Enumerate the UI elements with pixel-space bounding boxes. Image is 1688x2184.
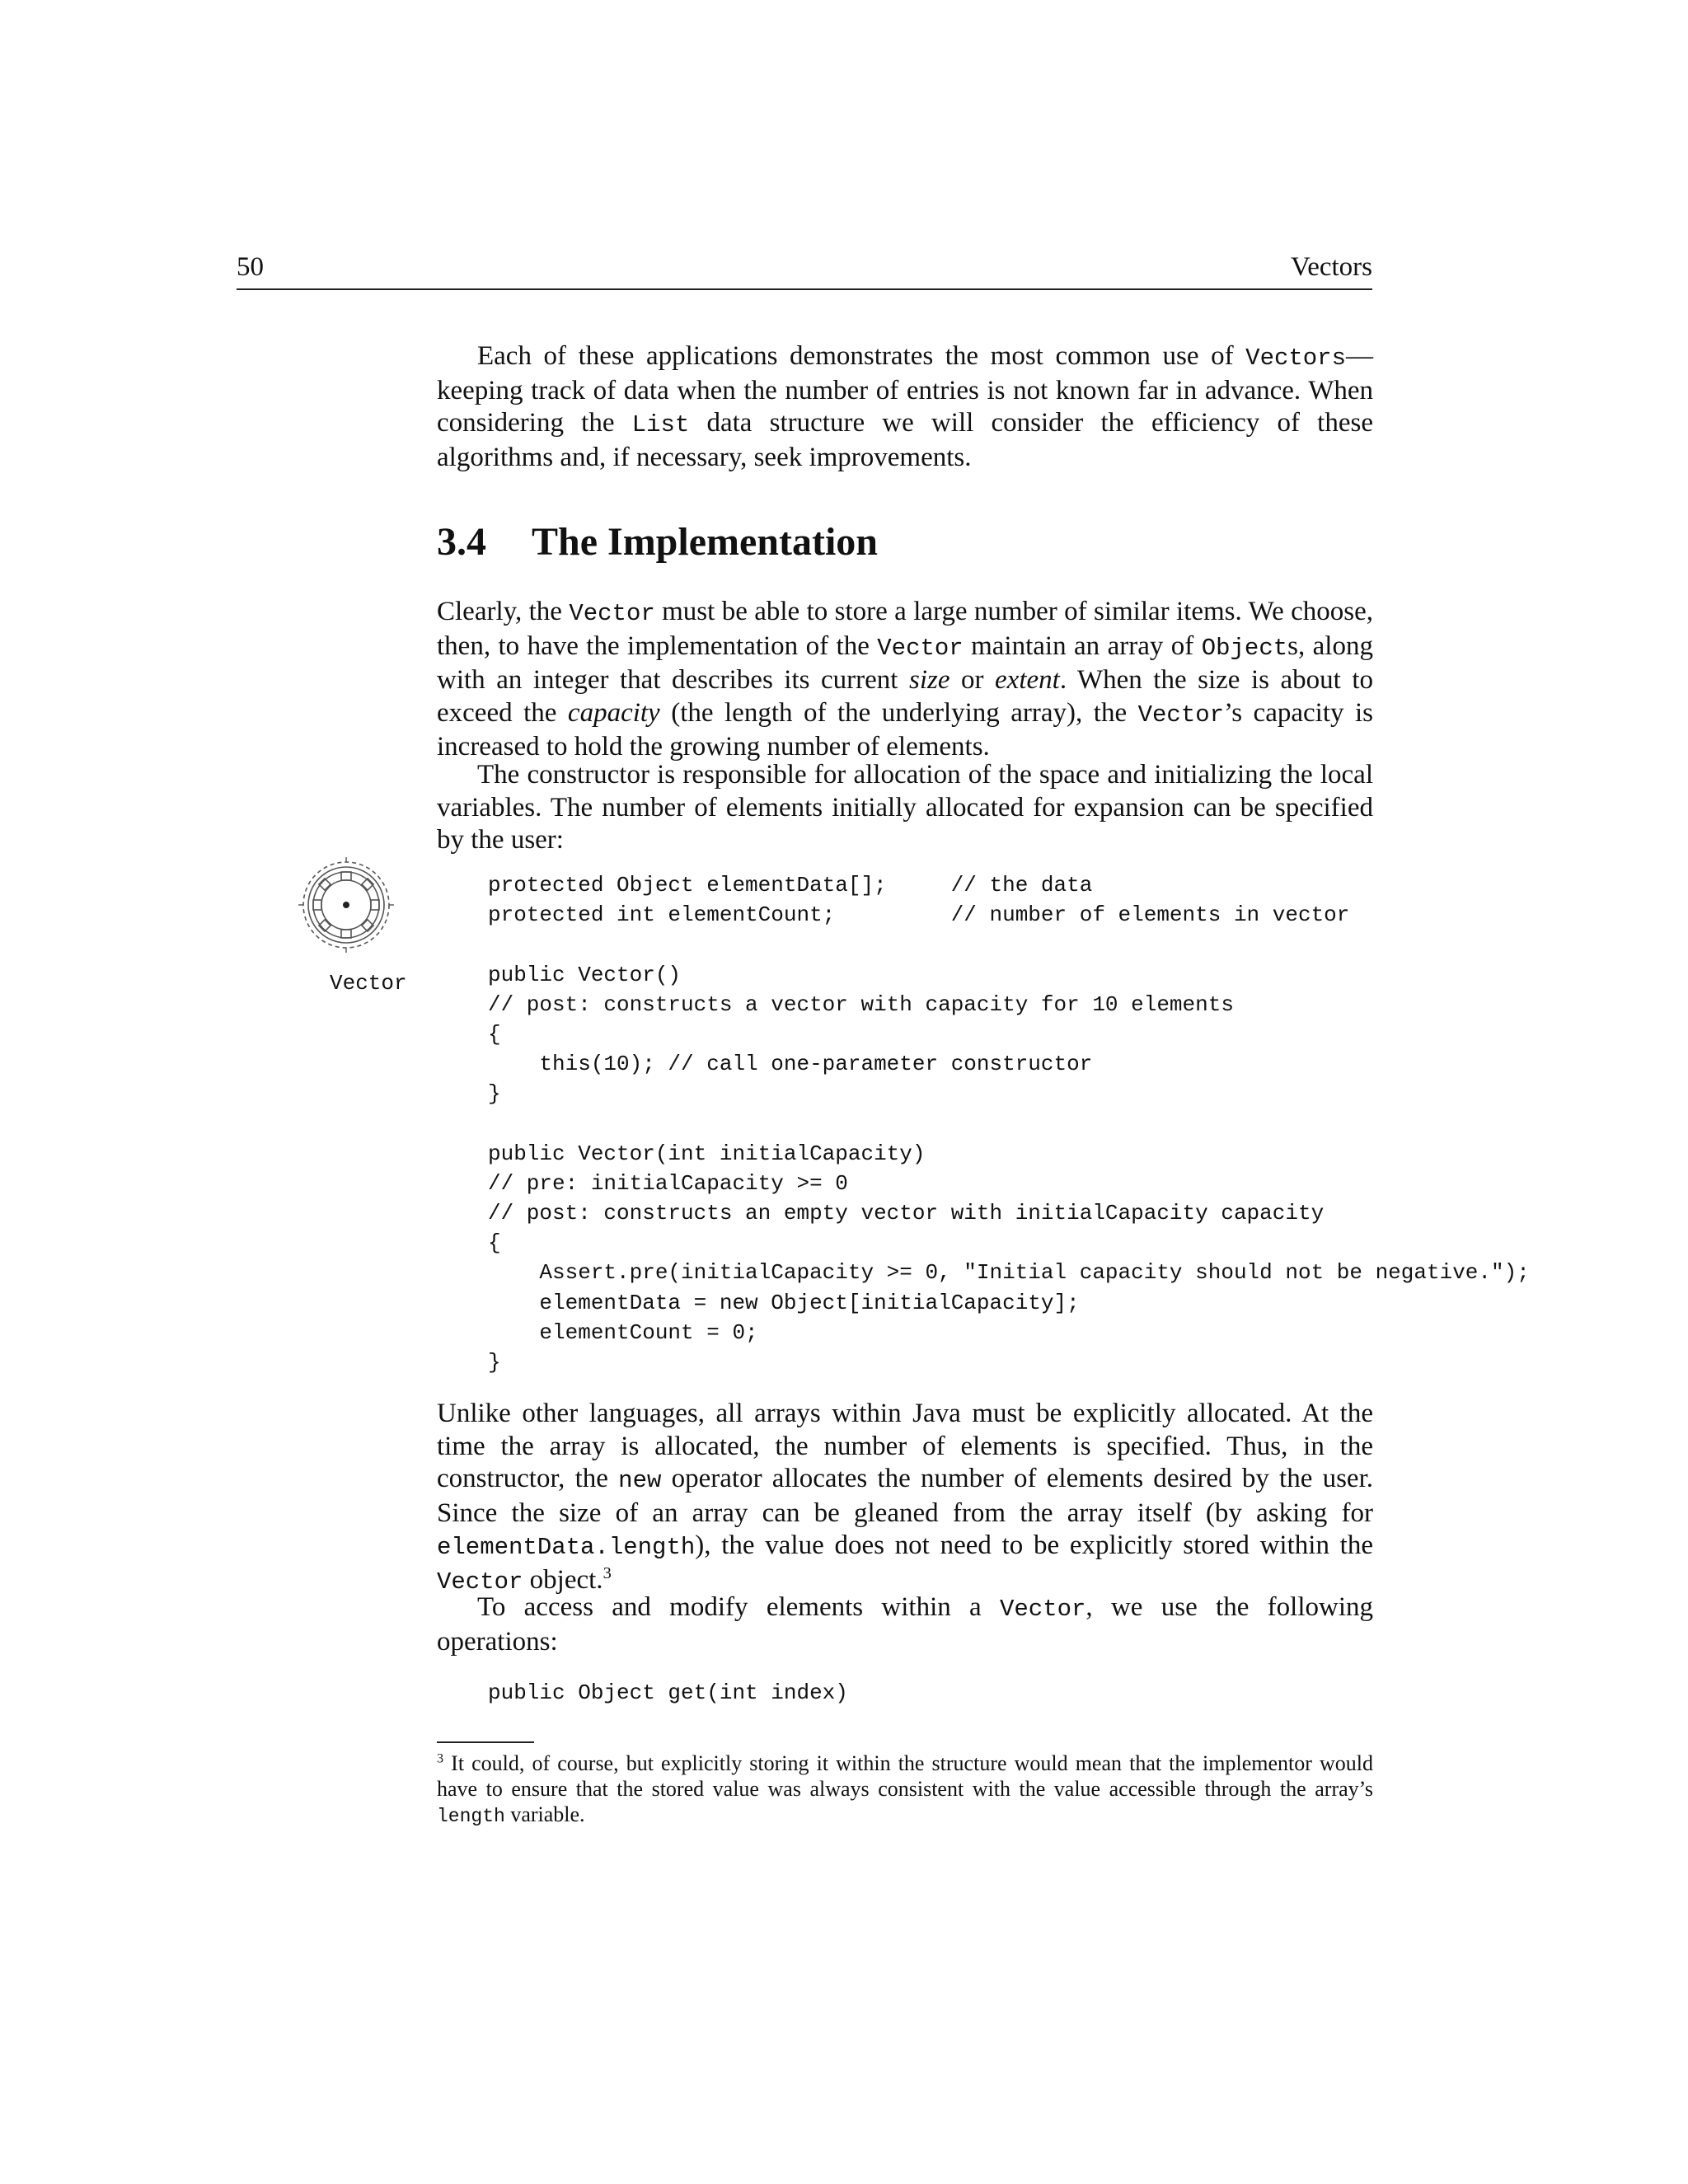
code-line: public Vector() bbox=[488, 962, 682, 987]
code-term: List bbox=[631, 411, 690, 438]
text-run: (the length of the underlying array), the bbox=[659, 697, 1138, 728]
page-number: 50 bbox=[237, 252, 264, 282]
text-run: data structure we will consider the efficiency of these algorithms and, if necessary, seek improvements. bbox=[437, 408, 1373, 472]
code-line: public Vector(int initialCapacity) bbox=[488, 1141, 926, 1166]
code-term: Vectors bbox=[1245, 344, 1346, 372]
text-run: object. bbox=[523, 1564, 603, 1595]
text-run: variable. bbox=[504, 1802, 585, 1826]
section-title: The Implementation bbox=[532, 520, 878, 564]
text-run: Unlike other languages, all arrays within Java must be explicitly allocated. At the time the array is allocated, the number of elements is specified. Thus, in the constructor, the bbox=[437, 1399, 1373, 1493]
code-line: } bbox=[488, 1081, 501, 1107]
code-line: elementData = new Object[initialCapacity]; bbox=[488, 1290, 1080, 1315]
footnote-marker: 3 bbox=[437, 1751, 444, 1766]
emphasis: capacity bbox=[567, 697, 660, 728]
text-run: must be able to store a large number of similar items. We choose, then, to have the implementation of the bbox=[437, 597, 1373, 661]
code-line: elementCount = 0; bbox=[488, 1319, 758, 1345]
text-run: maintain an array of bbox=[963, 630, 1202, 661]
text-run: Clearly, the bbox=[437, 597, 570, 626]
footnote-reference[interactable]: 3 bbox=[603, 1563, 612, 1582]
code-term: Vector bbox=[569, 600, 655, 627]
text-run: s, along with an integer that describes its current bbox=[437, 630, 1373, 695]
chapter-title: Vectors bbox=[1291, 252, 1372, 282]
code-term: Object bbox=[1201, 634, 1288, 662]
code-line: protected int elementCount; // number of elements in vector bbox=[488, 902, 1350, 928]
section-number: 3.4 bbox=[437, 520, 486, 564]
code-line bbox=[488, 930, 1530, 959]
code-line: // post: constructs an empty vector with initialCapacity capacity bbox=[488, 1201, 1325, 1226]
code-line: // pre: initialCapacity >= 0 bbox=[488, 1170, 848, 1196]
operations-paragraph bbox=[437, 1591, 1373, 1658]
code-line: // post: constructs a vector with capacity for 10 elements bbox=[488, 991, 1234, 1017]
text-run: ’s capacity is increased to hold the growing number of elements. bbox=[437, 697, 1373, 762]
code-term: Vector bbox=[437, 1568, 523, 1596]
footnote bbox=[437, 1750, 1373, 1830]
text-run: or bbox=[950, 665, 996, 695]
text-run: . When the size is about to exceed the bbox=[437, 665, 1374, 728]
text-run: —keeping track of data when the number of entries is not known far in advance. When considering the bbox=[437, 341, 1373, 438]
code-block-constructors bbox=[488, 870, 1530, 1377]
section-heading bbox=[437, 519, 878, 565]
margin-label: Vector bbox=[330, 971, 407, 996]
implementation-paragraph bbox=[437, 596, 1373, 764]
code-term: Vector bbox=[1000, 1596, 1086, 1623]
text-run: Each of these applications demonstrates the most common use of bbox=[477, 341, 1246, 371]
footnote-rule bbox=[437, 1741, 534, 1743]
gear-wheel-icon bbox=[297, 855, 396, 954]
text-run: ), the value does not need to be explicitly stored within the bbox=[695, 1530, 1373, 1560]
text-run: To access and modify elements within a bbox=[477, 1592, 1000, 1622]
constructor-paragraph: The constructor is responsible for allocation of the space and initializing the local variables. The number of elements initially allocated for expansion can be specified by the user: bbox=[437, 760, 1373, 855]
code-line: Assert.pre(initialCapacity >= 0, "Initial capacity should not be negative."); bbox=[488, 1260, 1530, 1286]
text-run: , we use the following operations: bbox=[437, 1592, 1373, 1657]
code-term: Vector bbox=[877, 634, 964, 662]
allocation-paragraph bbox=[437, 1398, 1373, 1598]
code-block-get bbox=[488, 1678, 848, 1708]
code-term: Vector bbox=[1137, 701, 1225, 729]
emphasis: size bbox=[908, 665, 950, 695]
code-line: { bbox=[488, 1021, 501, 1047]
code-term: new bbox=[618, 1467, 662, 1494]
code-line bbox=[488, 1109, 1530, 1139]
code-line: this(10); // call one-parameter constructor bbox=[488, 1052, 1093, 1077]
intro-paragraph bbox=[437, 340, 1373, 474]
code-line: { bbox=[488, 1230, 501, 1256]
running-header bbox=[237, 251, 1372, 290]
emphasis: extent bbox=[995, 665, 1060, 695]
code-line: public Object get(int index) bbox=[488, 1680, 848, 1705]
code-term: length bbox=[437, 1806, 505, 1827]
text-run: operator allocates the number of elements desired by the user. Since the size of an array can be gleaned from the array itself (by asking for bbox=[437, 1464, 1373, 1528]
code-line: } bbox=[488, 1350, 501, 1375]
code-line: protected Object elementData[]; // the data bbox=[488, 873, 1093, 898]
text-run: It could, of course, but explicitly storing it within the structure would mean that the implementor would have to ensure that the stored value was always consistent with the value accessible through the array’s bbox=[437, 1751, 1373, 1801]
code-term: elementData.length bbox=[437, 1534, 696, 1561]
